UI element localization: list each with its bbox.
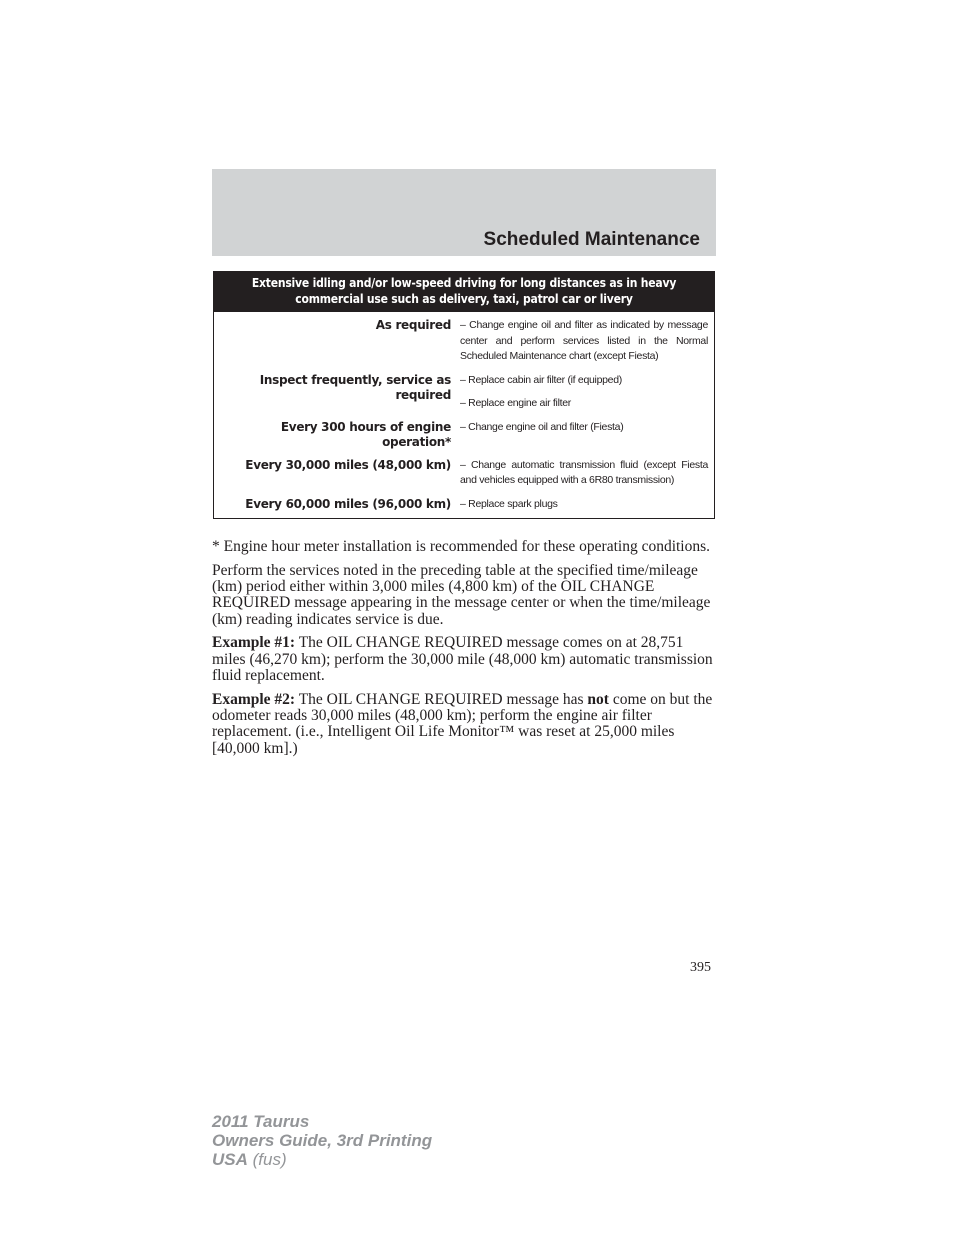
body-text [212,539,718,765]
service-item: – Change engine oil and filter as indicated by message center and perform services listed in the Normal Scheduled Maintenance chart (except Fiesta) [460,319,708,362]
interval-label: Every 300 hours of engine operation* [280,419,451,449]
section-title: Scheduled Maintenance [483,229,700,250]
footnote: * Engine hour meter installation is recommended for these operating conditions. [212,538,711,555]
section-header-band [212,169,716,256]
service-item: – Change automatic transmission fluid (except Fiesta and vehicles equipped with a 6R80 transmission) [460,458,708,486]
interval-label: Every 30,000 miles (48,000 km) [245,457,451,472]
interval-label: Every 60,000 miles (96,000 km) [245,496,451,511]
example-2-label: Example #2: [212,690,296,708]
example-2-emphasis: not [587,690,609,708]
footer-line-1: 2011 Taurus [212,1112,310,1131]
table-row [214,497,708,513]
example-1-label: Example #1: [212,634,296,652]
table-row [214,458,708,489]
service-item: – Change engine oil and filter (Fiesta) [460,420,624,433]
service-list [460,420,708,436]
maintenance-table [213,271,715,519]
footer-line-2: Owners Guide, 3rd Printing [212,1131,433,1150]
service-item: – Replace spark plugs [460,497,558,510]
example-2 [212,692,718,757]
service-list [460,497,708,513]
example-1 [212,635,718,684]
interval-label: Inspect frequently, service as required [259,372,451,402]
paragraph: Perform the services noted in the preceding table at the specified time/mileage (km) period either within 3,000 miles (4,800 km) of the OIL CHANGE REQUIRED message appearing in the message center or when the time/mileage (km) reading indicates service is due. [212,561,711,628]
table-body [214,312,714,518]
page-number: 395 [690,960,711,975]
service-list [460,373,708,412]
table-heading: Extensive idling and/or low-speed driving for long distances as in heavy commercial use such as delivery, taxi, patrol car or livery [214,272,714,312]
table-row [214,420,708,450]
footer-code: (fus) [247,1150,287,1169]
service-list [460,318,708,365]
interval-label: As required [375,318,451,332]
service-item: – Replace cabin air filter (if equipped) [460,373,622,386]
service-list [460,458,708,489]
table-row [214,373,708,412]
table-row [214,318,708,365]
example-1-text: The OIL CHANGE REQUIRED message comes on at 28,751 miles (46,270 km); perform the 30,000 mile (48,000 km) automatic transmission fluid replacement. [212,634,713,685]
service-item: – Replace engine air filter [460,397,571,409]
example-2-text-a: The OIL CHANGE REQUIRED message has [295,690,588,708]
footer-country: USA [212,1150,248,1169]
footer-line-3 [212,1150,432,1169]
footer [212,1112,432,1169]
example-2-text-b: come on but the odometer reads 30,000 miles (48,000 km); perform the engine air filter replacement. (i.e., Intelligent Oil Life Monitor™ was reset at 25,000 miles [40,000 km].) [212,690,713,757]
